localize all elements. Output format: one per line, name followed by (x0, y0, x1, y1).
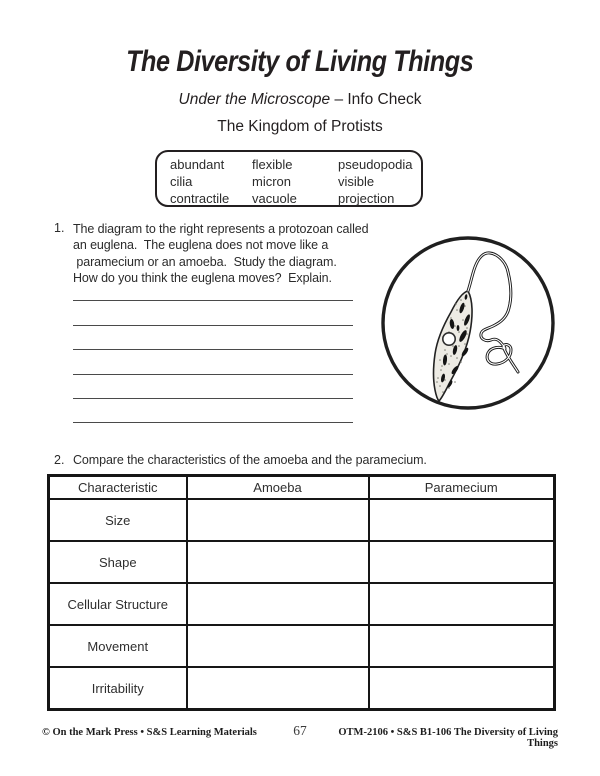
question-2-number: 2. (54, 453, 65, 467)
vocab-word: micron (252, 174, 292, 189)
answer-writing-lines (73, 277, 353, 423)
row-label: Movement (49, 625, 187, 667)
answer-cell (369, 667, 555, 710)
comparison-table (47, 474, 556, 711)
answer-cell (369, 499, 555, 541)
vacuole-ring (443, 333, 455, 345)
table-row (49, 625, 555, 667)
vocab-word: flexible (252, 157, 293, 172)
column-header-amoeba: Amoeba (187, 476, 369, 500)
question-1-line: The diagram to the right represents a protozoan called (73, 222, 369, 236)
page-number: 67 (293, 723, 307, 738)
vocab-word: pseudopodia (338, 157, 413, 172)
question-1-line: How do you think the euglena moves? Explain. (73, 271, 332, 286)
euglena-illustration (379, 234, 561, 412)
writing-line (73, 301, 353, 325)
page-title (0, 45, 600, 79)
answer-cell (369, 625, 555, 667)
writing-line (73, 350, 353, 374)
question-2-text: Compare the characteristics of the amoeba and the paramecium. (73, 453, 427, 467)
publisher-credit: © On the Mark Press • S&S Learning Materials (42, 727, 257, 738)
row-label: Shape (49, 541, 187, 583)
writing-line (73, 326, 353, 350)
table-header-row (49, 476, 555, 500)
answer-cell (187, 499, 369, 541)
vocab-word: abundant (170, 157, 225, 172)
table-row (49, 499, 555, 541)
table-row (49, 541, 555, 583)
writing-line (73, 375, 353, 399)
vocab-word: projection (338, 191, 395, 206)
vocab-word: visible (338, 174, 375, 189)
vocab-word: contractile (170, 191, 230, 206)
subtitle-info-check: – Info Check (330, 91, 422, 108)
answer-cell (187, 541, 369, 583)
word-box-column (252, 156, 338, 205)
vocab-word: vacuole (252, 191, 297, 206)
word-box-column (338, 156, 421, 205)
question-1-line: an euglena. The euglena does not move like a (73, 238, 329, 253)
row-label: Irritability (49, 667, 187, 710)
vocab-word: cilia (170, 174, 193, 189)
table-row (49, 583, 555, 625)
worksheet-topic: The Kingdom of Protists (217, 118, 383, 135)
answer-cell (187, 667, 369, 710)
word-box-column (170, 156, 252, 205)
answer-cell (187, 583, 369, 625)
row-label: Cellular Structure (49, 583, 187, 625)
euglena-diagram (379, 234, 561, 412)
answer-cell (369, 541, 555, 583)
page-title-text: The Diversity of Living Things (126, 45, 474, 78)
answer-cell (369, 583, 555, 625)
product-code: OTM-2106 • S&S B1-106 The Diversity of Living Things (338, 727, 558, 749)
worksheet-subtitle (0, 91, 600, 109)
row-label: Size (49, 499, 187, 541)
page-footer (42, 723, 558, 749)
subtitle-unit-name: Under the Microscope (178, 91, 331, 108)
question-1-line: paramecium or an amoeba. Study the diagram. (73, 254, 337, 269)
vocabulary-word-box (155, 150, 423, 207)
writing-line (73, 399, 353, 423)
column-header-paramecium: Paramecium (369, 476, 555, 500)
column-header-characteristic: Characteristic (49, 476, 187, 500)
table-row (49, 667, 555, 710)
answer-cell (187, 625, 369, 667)
writing-line (73, 277, 353, 301)
question-1-number: 1. (54, 221, 65, 235)
